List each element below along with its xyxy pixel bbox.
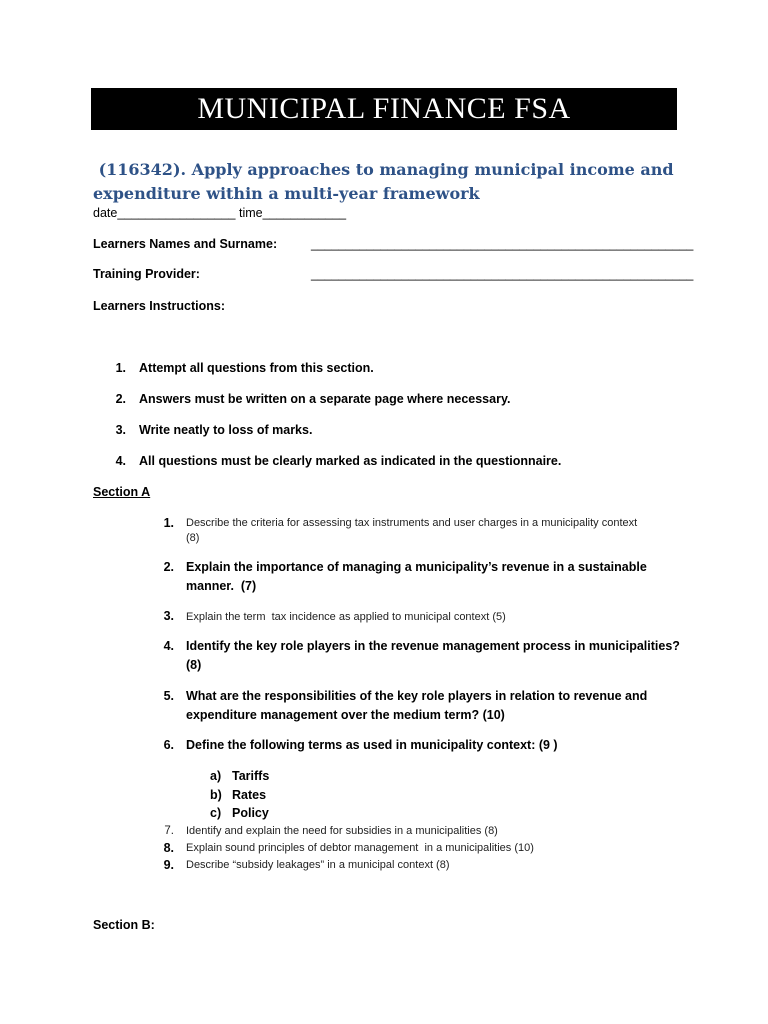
question-number: 1. [163,516,174,530]
instruction-number: 2. [115,392,126,406]
learners-names-blank: _______________________________________________________ [311,237,694,251]
question-text: Identify and explain the need for subsidies in a municipalities (8) [186,825,498,837]
question-number: 9. [163,858,174,872]
question-text-continued: (8) [186,532,200,544]
question-text: What are the responsibilities of the key role players in relation to revenue and [186,689,648,703]
term-letter: c) [210,806,222,820]
question-number: 8. [163,841,174,855]
training-provider-label: Training Provider: [93,267,200,281]
instruction-number: 3. [115,423,126,437]
document-title: MUNICIPAL FINANCE FSA [197,92,571,125]
term-letter: b) [210,788,222,802]
question-text: Define the following terms as used in municipality context: (9 ) [186,738,558,752]
question-text: Describe “subsidy leakages” in a municipal context (8) [186,859,450,871]
question-number: 2. [163,560,174,574]
question-text-continued: manner. (7) [186,579,257,593]
instruction-text: Answers must be written on a separate page where necessary. [139,392,511,406]
instruction-number: 4. [115,454,126,468]
instruction-number: 1. [115,361,126,375]
question-number: 3. [163,609,174,623]
term-letter: a) [210,769,222,783]
question-text-continued: (8) [186,658,202,672]
question-text: Explain sound principles of debtor management in a municipalities (10) [186,842,534,854]
question-number: 6. [163,738,174,752]
instruction-text: Attempt all questions from this section. [139,361,374,375]
question-text-continued: expenditure management over the medium term? (10) [186,708,505,722]
date-time-line: date_________________ time____________ [93,206,347,220]
term-text: Policy [232,806,269,820]
instruction-text: All questions must be clearly marked as indicated in the questionnaire. [139,454,562,468]
term-text: Rates [232,788,267,802]
instruction-text: Write neatly to loss of marks. [139,423,313,437]
instructions-label: Learners Instructions: [93,299,225,313]
question-text: Explain the importance of managing a municipality’s revenue in a sustainable [186,560,647,574]
title-banner [91,88,677,130]
subtitle-line-2: expenditure within a multi-year framework [93,184,480,203]
unit-standard-title [93,158,693,206]
question-number: 7. [164,825,174,837]
question-text: Describe the criteria for assessing tax instruments and user charges in a municipality context [186,517,638,529]
question-text: Identify the key role players in the revenue management process in municipalities? [186,639,680,653]
subtitle-line-1: (116342). Apply approaches to managing municipal income and [93,160,674,179]
training-provider-blank: _______________________________________________________ [311,267,694,281]
term-text: Tariffs [232,769,270,783]
section-b-heading: Section B: [93,918,155,932]
question-number: 5. [163,689,174,703]
question-text: Explain the term tax incidence as applied to municipal context (5) [186,611,506,623]
learners-names-label: Learners Names and Surname: [93,237,278,251]
section-a-heading: Section A [93,485,151,499]
question-number: 4. [163,639,174,653]
